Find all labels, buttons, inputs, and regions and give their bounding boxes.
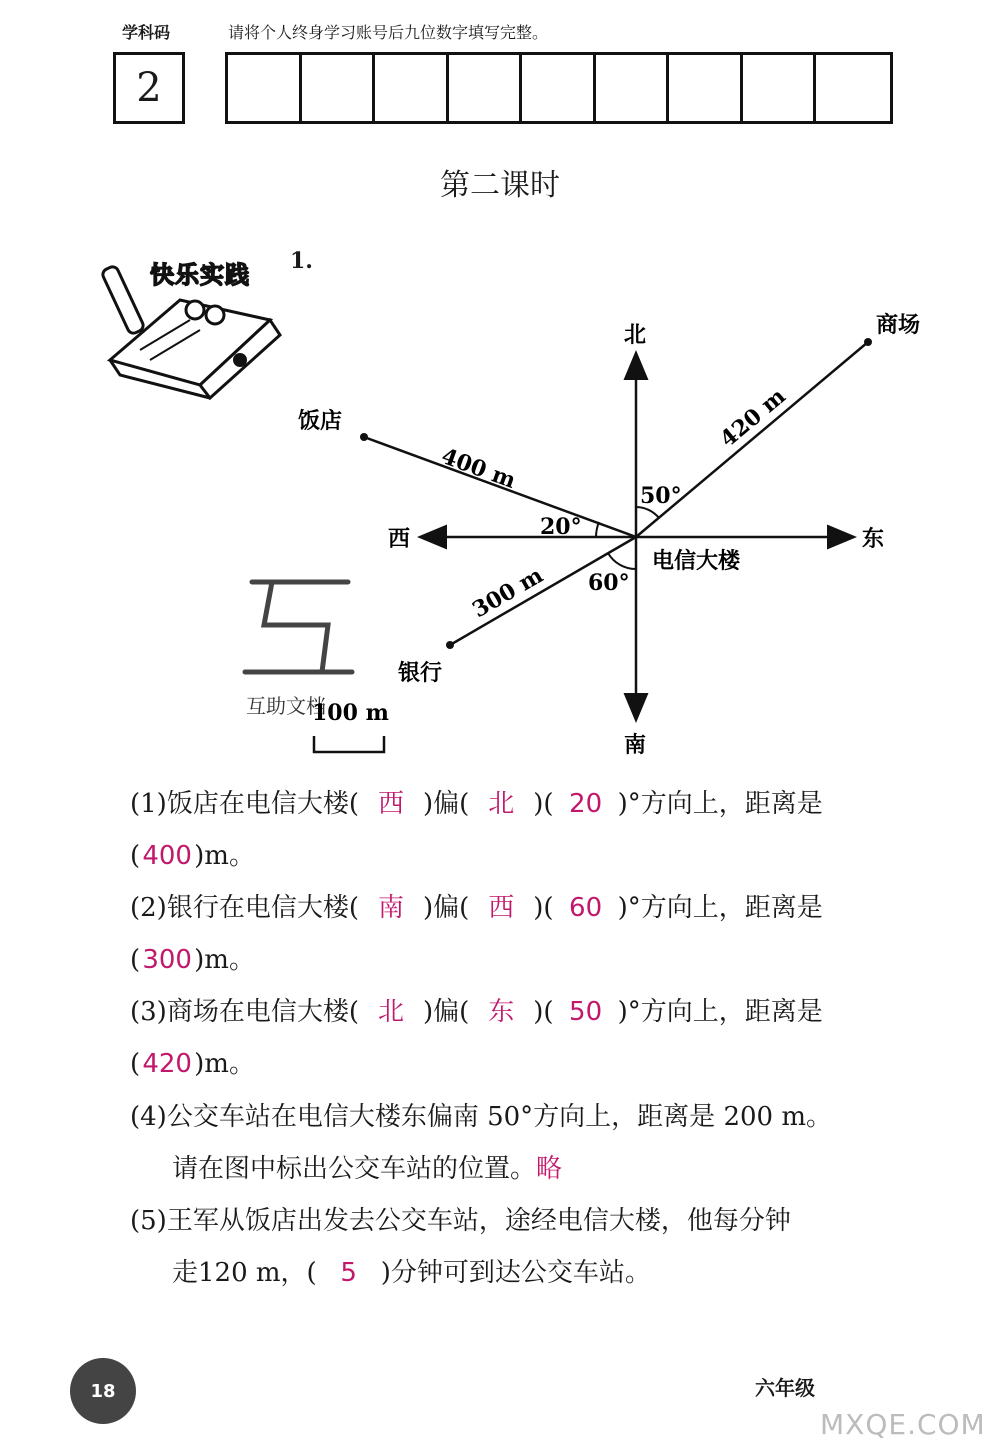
question-5-line-2: 走120 m，( 5 )分钟可到达公交车站。 [172,1258,651,1288]
question-2-line-1: (2)银行在电信大楼( 南 )偏( 西 )( 60 )°方向上，距离是 [130,887,823,924]
question-4-line-1: (4)公交车站在电信大楼东偏南 50°方向上，距离是 200 m。 [130,1102,832,1132]
answer-field[interactable]: 300 [142,945,192,975]
center-label: 电信大楼 [652,548,741,574]
subject-code-label: 学科码 [122,23,171,42]
question-2-line-2: (300)m。 [130,945,255,975]
hotel-label: 饭店 [298,408,343,434]
answer-field[interactable]: 西 [377,789,404,819]
mall-angle: 50° [640,483,682,509]
mall-point [864,338,872,346]
angle-arc-hotel [596,522,599,537]
east-label: 东 [862,526,885,552]
question-3-line-2: (420)m。 [130,1049,255,1079]
question-5-line-1: (5)王军从饭店出发去公交车站，途经电信大楼，他每分钟 [130,1206,791,1236]
answer-field[interactable]: 东 [488,997,515,1027]
grade-label: 六年级 [755,1376,815,1400]
answer-field[interactable]: 400 [142,841,192,871]
bank-label: 银行 [398,660,443,686]
question-4-line-2: 请在图中标出公交车站的位置。略 [172,1148,562,1185]
subject-code-value: 2 [136,65,162,111]
south-label: 南 [624,732,647,758]
answer-field[interactable]: 20 [569,789,603,819]
north-label: 北 [624,322,647,348]
mall-label: 商场 [876,312,921,338]
west-label: 西 [388,526,411,552]
page-number: 18 [90,1380,116,1402]
account-instruction: 请将个人终身学习账号后九位数字填写完整。 [228,23,549,42]
bank-angle: 60° [588,570,630,596]
scale-bar [314,736,384,752]
question-1-line-2: (400)m。 [130,841,255,871]
mall-distance: 420 m [715,383,791,453]
question-1-line-1: (1)饭店在电信大楼( 西 )偏( 北 )( 20 )°方向上，距离是 [130,783,823,820]
hotel-angle: 20° [540,514,582,540]
site-watermark: MXQE.COM [820,1408,986,1441]
answer-field[interactable]: 南 [377,893,404,923]
answer-field[interactable]: 5 [340,1258,357,1288]
bank-distance: 300 m [468,562,548,624]
scale-label: 100 m [312,700,389,726]
answer-field[interactable]: 420 [142,1049,192,1079]
answer-field[interactable]: 60 [569,893,603,923]
answer-field[interactable]: 北 [377,997,404,1027]
answer-field[interactable]: 北 [488,789,515,819]
stamp-text: 互助文档 [246,694,326,718]
lesson-title: 第二课时 [440,168,560,203]
section-badge: 快乐实践 [150,261,250,289]
page-number-badge [70,1358,136,1424]
answer-field[interactable]: 西 [488,893,515,923]
answer-field[interactable]: 略 [536,1154,563,1184]
watermark-stamp [245,582,352,672]
answer-field[interactable]: 50 [569,997,603,1027]
hotel-distance: 400 m [437,443,520,494]
bank-point [446,641,454,649]
angle-arc-bank [608,553,636,569]
question-number: 1. [290,248,313,274]
hotel-point [360,433,368,441]
question-3-line-1: (3)商场在电信大楼( 北 )偏( 东 )( 50 )°方向上，距离是 [130,991,823,1028]
